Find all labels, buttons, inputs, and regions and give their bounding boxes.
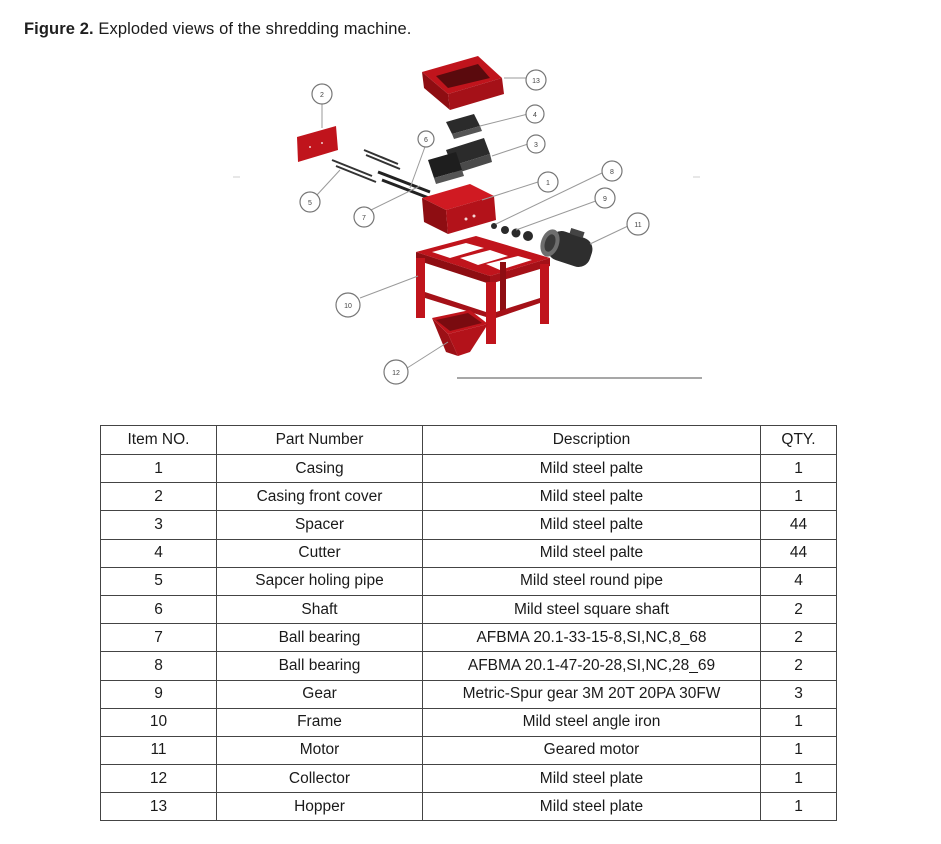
cell-qty: 2 [761,624,837,652]
svg-text:11: 11 [634,222,642,229]
cell-description: Mild steel angle iron [423,708,761,736]
cell-part-number: Cutter [217,539,423,567]
svg-text:5: 5 [308,200,312,207]
cell-item-no: 1 [101,455,217,483]
cell-qty: 1 [761,483,837,511]
cell-item-no: 3 [101,511,217,539]
cell-item-no: 4 [101,539,217,567]
svg-text:4: 4 [533,112,537,119]
callout-5 [300,192,320,212]
callout-10 [336,293,360,317]
cell-part-number: Ball bearing [217,624,423,652]
cell-part-number: Gear [217,680,423,708]
svg-text:12: 12 [392,370,400,377]
table-row [101,624,837,652]
header-part-number: Part Number [217,426,423,455]
cell-item-no: 11 [101,736,217,764]
cell-description: Mild steel palte [423,539,761,567]
table-row [101,765,837,793]
table-row [101,680,837,708]
cell-part-number: Shaft [217,595,423,623]
cell-part-number: Casing front cover [217,483,423,511]
table-row [101,539,837,567]
cell-description: Mild steel palte [423,455,761,483]
svg-text:7: 7 [362,215,366,222]
hopper-part [422,56,504,110]
callout-3 [527,135,545,153]
svg-text:13: 13 [532,78,540,85]
parts-table-body [101,455,837,821]
cell-item-no: 13 [101,793,217,821]
cell-description: Mild steel palte [423,483,761,511]
cell-qty: 44 [761,511,837,539]
cell-qty: 1 [761,793,837,821]
callout-1 [538,172,558,192]
casing-part [422,184,496,234]
cell-description: Mild steel plate [423,765,761,793]
svg-text:8: 8 [610,169,614,176]
cell-qty: 1 [761,765,837,793]
cell-part-number: Hopper [217,793,423,821]
figure-label: Figure 2. [24,20,94,38]
callout-12 [384,360,408,384]
cell-part-number: Sapcer holing pipe [217,567,423,595]
collector-part [432,310,488,356]
table-row [101,793,837,821]
callout-13 [526,70,546,90]
cell-qty: 4 [761,567,837,595]
parts-table [100,425,837,821]
svg-text:2: 2 [320,92,324,99]
cell-qty: 1 [761,455,837,483]
cell-item-no: 8 [101,652,217,680]
svg-text:1: 1 [546,180,550,187]
cell-description: Mild steel square shaft [423,595,761,623]
cell-qty: 1 [761,708,837,736]
callout-4 [526,105,544,123]
table-header-row [101,426,837,455]
table-row [101,652,837,680]
header-qty: QTY. [761,426,837,455]
table-row [101,455,837,483]
cell-description: Mild steel round pipe [423,567,761,595]
cell-item-no: 6 [101,595,217,623]
cell-qty: 1 [761,736,837,764]
svg-text:9: 9 [603,196,607,203]
table-row [101,483,837,511]
cutter-part [446,114,482,139]
callout-11 [627,213,649,235]
table-row [101,736,837,764]
header-item-no: Item NO. [101,426,217,455]
callout-8 [602,161,622,181]
table-row [101,511,837,539]
callout-2 [312,84,332,104]
cell-part-number: Ball bearing [217,652,423,680]
svg-text:6: 6 [424,137,428,144]
cell-item-no: 9 [101,680,217,708]
cell-qty: 2 [761,595,837,623]
cell-description: AFBMA 20.1-47-20-28,SI,NC,28_69 [423,652,761,680]
shaft-rods-part [378,172,434,200]
cell-item-no: 10 [101,708,217,736]
cell-part-number: Motor [217,736,423,764]
cell-item-no: 2 [101,483,217,511]
cell-description: Mild steel plate [423,793,761,821]
cell-qty: 44 [761,539,837,567]
cell-description: Mild steel palte [423,511,761,539]
callout-7 [354,207,374,227]
cell-qty: 3 [761,680,837,708]
cell-item-no: 5 [101,567,217,595]
cell-description: Metric-Spur gear 3M 20T 20PA 30FW [423,680,761,708]
cell-qty: 2 [761,652,837,680]
cell-description: Geared motor [423,736,761,764]
casing-front-cover-part [297,126,338,162]
svg-text:10: 10 [344,303,352,310]
figure-caption-text: Exploded views of the shredding machine. [98,20,412,38]
table-row [101,595,837,623]
cell-part-number: Collector [217,765,423,793]
callout-9 [595,188,615,208]
cell-part-number: Spacer [217,511,423,539]
cell-item-no: 12 [101,765,217,793]
table-row [101,708,837,736]
cell-description: AFBMA 20.1-33-15-8,SI,NC,8_68 [423,624,761,652]
cell-part-number: Frame [217,708,423,736]
exploded-view-figure [0,0,941,400]
table-row [101,567,837,595]
callout-6 [418,131,434,147]
svg-text:3: 3 [534,142,538,149]
header-description: Description [423,426,761,455]
cell-item-no: 7 [101,624,217,652]
cell-part-number: Casing [217,455,423,483]
